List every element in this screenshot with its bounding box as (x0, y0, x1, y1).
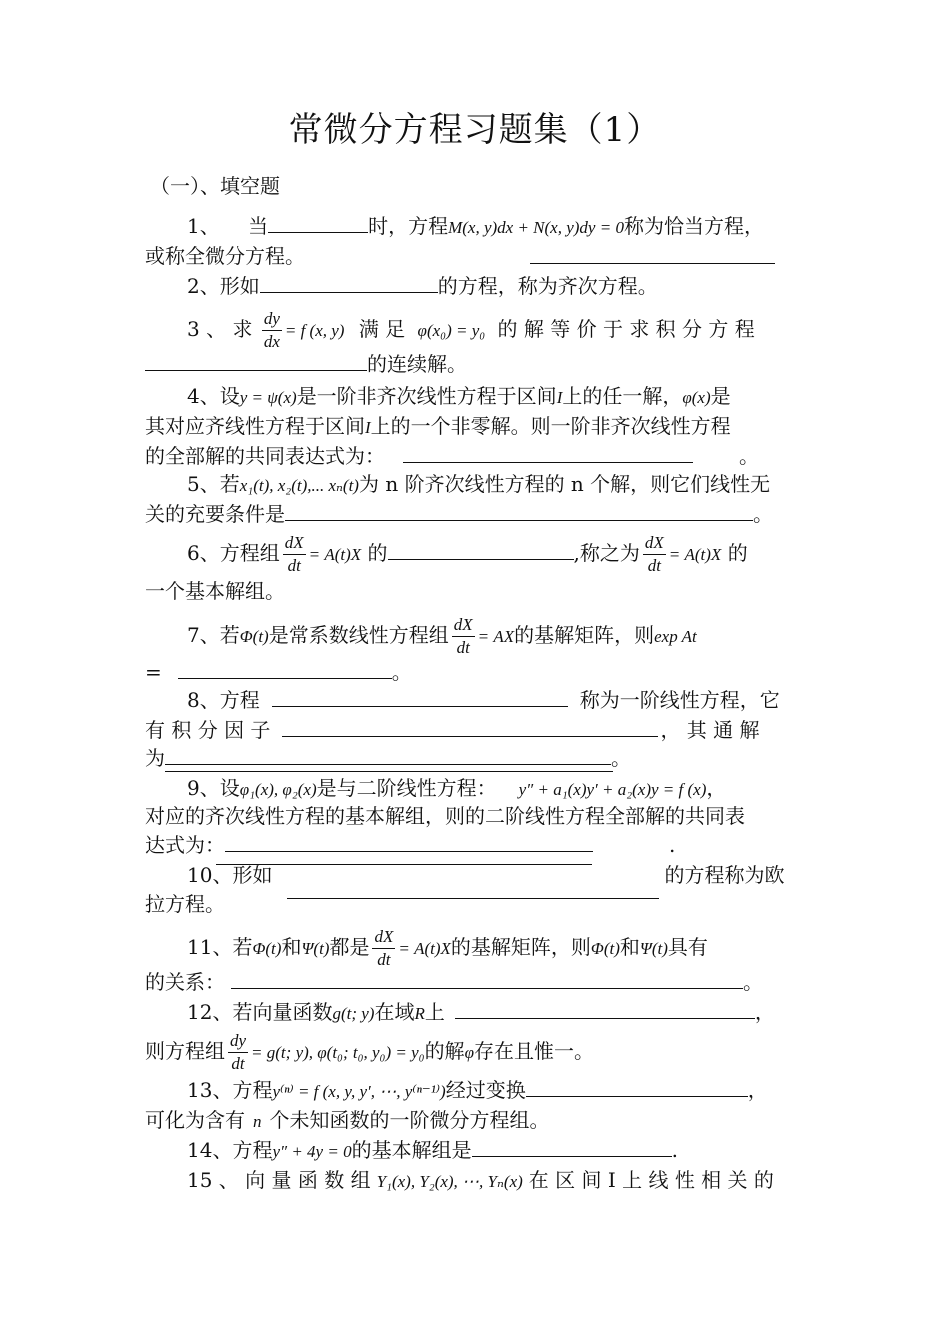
answer-line[interactable] (530, 263, 775, 264)
question-15: 15 、 向 量 函 数 组 Y₁(x), Y₂(x), ⋯, Yₙ(x) 在 区 间 I 上 线 性 相 关 的 (187, 1168, 774, 1192)
question-1-line-2: 或称全微分方程。 (145, 244, 305, 268)
question-13-line-1: 13、方程y⁽ⁿ⁾ = f (x, y, y′, ⋯, y⁽ⁿ⁻¹⁾)经过变换 ， (187, 1078, 768, 1102)
answer-blank[interactable] (455, 998, 755, 1019)
question-4-line-1: 4、设y = ψ(x)是一阶非齐次线性方程于区间I上的任一解，φ(x)是 (187, 384, 731, 408)
answer-blank[interactable] (388, 539, 574, 560)
question-10-line-1: 10、形如 的方程称为欧 (187, 863, 785, 887)
question-6-line-1: 6、方程组 $\frac{dX}{dt}$ = A(t)X 的 ,称之为 $\frac{dX}{dt}$ = A(t)X 的 (187, 533, 748, 575)
fraction: $\frac{dX}{dt}$ (374, 927, 394, 969)
answer-line[interactable] (287, 898, 659, 899)
question-11-line-1: 11、若Φ(t)和Ψ(t)都是 $\frac{dX}{dt}$ = A(t)X的基解矩阵，则Φ(t)和Ψ(t)具有 (187, 927, 708, 969)
fraction: $\frac{dy}{dt}$ (230, 1031, 247, 1073)
question-8-line-1: 8、方程 称为一阶线性方程，它 (187, 688, 780, 712)
answer-blank[interactable] (178, 658, 392, 679)
question-12-line-1: 12、若向量函数g(t; y)在域R上 ， (187, 1000, 775, 1024)
fraction: $\frac{dX}{dt}$ (644, 533, 664, 575)
answer-blank[interactable] (285, 500, 753, 521)
answer-blank[interactable] (472, 1136, 672, 1157)
question-1-line-1: 1、 当 时，方程M(x, y)dx + N(x, y)dy = 0称为恰当方程， (187, 214, 764, 238)
answer-blank[interactable] (272, 686, 568, 707)
answer-line[interactable] (165, 771, 613, 772)
question-10-line-2: 拉方程。 (145, 892, 225, 916)
question-6-line-2: 一个基本解组。 (145, 579, 285, 603)
answer-line[interactable] (216, 864, 592, 865)
question-12-line-2: 则方程组 $\frac{dy}{dt}$ = g(t; y), φ(t₀; t₀, y₀) = y₀的解φ存在且惟一。 (145, 1031, 594, 1073)
answer-blank[interactable] (260, 272, 438, 293)
section-heading: （一）、填空题 (150, 174, 280, 198)
question-9-line-1: 9、设φ₁(x), φ₂(x)是与二阶线性方程： y″ + a₁(x)y′ + a₂(x)y = f (x)， (187, 776, 727, 800)
question-4-line-3: 的全部解的共同表达式为： 。 (145, 444, 759, 468)
question-14: 14、方程y″ + 4y = 0的基本解组是 . (187, 1138, 678, 1162)
answer-blank[interactable] (225, 831, 593, 852)
answer-blank[interactable] (268, 212, 368, 233)
question-3-line-2: 的连续解。 (145, 350, 807, 378)
answer-blank[interactable] (403, 442, 693, 463)
answer-blank[interactable] (282, 716, 658, 737)
answer-blank[interactable] (165, 744, 611, 765)
question-9-line-2: 对应的齐次线性方程的基本解组，则的二阶线性方程全部解的共同表 (145, 804, 745, 828)
page-title: 常微分方程习题集（1） (288, 110, 662, 150)
question-9-line-3: 达式为： . (145, 833, 676, 857)
question-11-line-2: 的关系： 。 (145, 970, 763, 994)
question-5-line-2: 关的充要条件是 。 (145, 502, 773, 526)
fraction: $\frac{dy}{dx}$ (263, 309, 280, 351)
fraction: $\frac{dX}{dt}$ (453, 615, 473, 657)
question-7-line-1: 7、若Φ(t)是常系数线性方程组 $\frac{dX}{dt}$ = AX的基解矩阵，则exp At (187, 615, 697, 657)
question-3-line-1: 3 、 求 $\frac{dy}{dx}$ = f (x, y) 满 足 φ(x₀) = y₀ 的 解 等 价 于 求 积 分 方 程 (187, 309, 755, 351)
question-8-line-2: 有 积 分 因 子 ， 其 通 解 (145, 718, 760, 742)
question-2: 2、形如 的方程，称为齐次方程。 (187, 274, 658, 298)
answer-blank[interactable] (145, 350, 367, 371)
question-7-line-2: = 。 (145, 660, 412, 684)
fraction: $\frac{dX}{dt}$ (284, 533, 304, 575)
equation: M(x, y)dx + N(x, y)dy = 0 (448, 218, 624, 237)
question-13-line-2: 可化为含有 n 个未知函数的一阶微分方程组。 (145, 1108, 550, 1132)
answer-blank[interactable] (231, 968, 743, 989)
question-8-line-3: 为 。 (145, 746, 631, 770)
question-5-line-1: 5、若x₁(t), x₂(t),... xₙ(t)为 n 阶齐次线性方程的 n 个解，则它们线性无 (187, 472, 771, 496)
question-4-line-2: 其对应齐线性方程于区间I上的一个非零解。则一阶非齐次线性方程 (145, 414, 731, 438)
answer-blank[interactable] (526, 1076, 748, 1097)
